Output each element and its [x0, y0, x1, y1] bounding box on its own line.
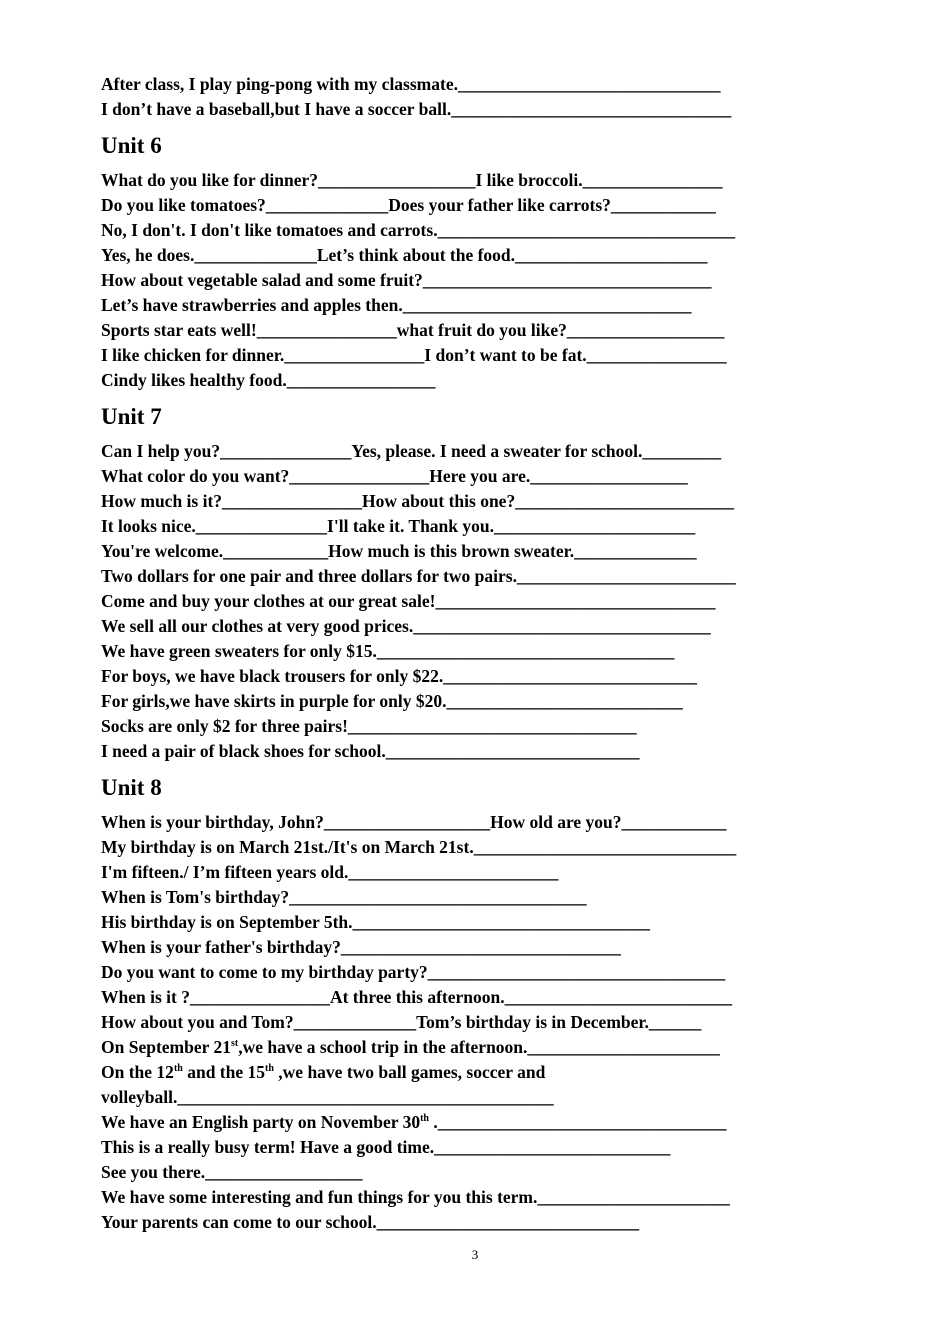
- line-text: On September 21: [101, 1037, 231, 1057]
- exercise-line: Can I help you?_______________Yes, please. I need a sweater for school._________: [101, 441, 722, 461]
- exercise-line: What color do you want?________________Here you are.__________________: [101, 466, 688, 486]
- worksheet-content: [101, 72, 821, 1235]
- exercise-line-september-21: [101, 1035, 821, 1060]
- exercise-line: I need a pair of black shoes for school._____________________________: [101, 741, 640, 761]
- exercise-line: When is your father's birthday?________________________________: [101, 937, 621, 957]
- exercise-line: See you there.__________________: [101, 1162, 363, 1182]
- exercise-line: You're welcome.____________How much is this brown sweater.______________: [101, 541, 697, 561]
- exercise-line: When is your birthday, John?___________________How old are you?____________: [101, 812, 727, 832]
- ordinal-suffix: st: [230, 1038, 239, 1050]
- exercise-line: After class, I play ping-pong with my classmate.______________________________: [101, 74, 721, 94]
- exercise-line: Socks are only $2 for three pairs!_________________________________: [101, 716, 637, 736]
- exercise-line: Yes, he does.______________Let’s think about the food.______________________: [101, 245, 708, 265]
- ordinal-suffix: th: [173, 1063, 183, 1075]
- line-text: ,we have two ball games, soccer and volleyball.___________________________________________: [101, 1062, 554, 1107]
- unit-6-heading: Unit 6: [101, 133, 162, 158]
- exercise-line: Do you like tomatoes?______________Does your father like carrots?____________: [101, 195, 716, 215]
- exercise-line: How about vegetable salad and some fruit?_________________________________: [101, 270, 712, 290]
- exercise-line: Let’s have strawberries and apples then._________________________________: [101, 295, 692, 315]
- exercise-line: Sports star eats well!________________what fruit do you like?__________________: [101, 320, 725, 340]
- line-text: ,we have a school trip in the afternoon.______________________: [238, 1037, 720, 1057]
- exercise-line: Your parents can come to our school.______________________________: [101, 1212, 640, 1232]
- ordinal-suffix: th: [265, 1063, 274, 1075]
- line-text: We have an English party on November 30: [101, 1112, 421, 1132]
- exercise-line: When is it ?________________At three this afternoon.__________________________: [101, 987, 733, 1007]
- exercise-line: I don’t have a baseball,but I have a soccer ball.________________________________: [101, 99, 732, 119]
- unit-8-heading: Unit 8: [101, 775, 162, 800]
- exercise-line: We have green sweaters for only $15.__________________________________: [101, 641, 675, 661]
- line-text: ._________________________________: [428, 1112, 727, 1132]
- exercise-line: I like chicken for dinner.________________I don’t want to be fat.________________: [101, 345, 727, 365]
- ordinal-suffix: th: [420, 1113, 429, 1125]
- exercise-line: It looks nice._______________I'll take it. Thank you._______________________: [101, 516, 696, 536]
- exercise-line: How much is it?________________How about this one?_________________________: [101, 491, 734, 511]
- exercise-line: Two dollars for one pair and three dollars for two pairs._________________________: [101, 566, 736, 586]
- exercise-line: Come and buy your clothes at our great sale!________________________________: [101, 591, 716, 611]
- exercise-line: When is Tom's birthday?__________________________________: [101, 887, 587, 907]
- exercise-line: Do you want to come to my birthday party?__________________________________: [101, 962, 726, 982]
- exercise-line: We sell all our clothes at very good prices.__________________________________: [101, 616, 711, 636]
- exercise-line: For girls,we have skirts in purple for only $20.___________________________: [101, 691, 683, 711]
- exercise-line: I'm fifteen./ I’m fifteen years old.________________________: [101, 862, 559, 882]
- line-text: On the 12: [101, 1062, 174, 1082]
- exercise-line: What do you like for dinner?__________________I like broccoli.________________: [101, 170, 723, 190]
- exercise-line: How about you and Tom?______________Tom’s birthday is in December.______: [101, 1012, 702, 1032]
- exercise-line-ball-games: [101, 1060, 821, 1110]
- exercise-line: We have some interesting and fun things for you this term.______________________: [101, 1187, 730, 1207]
- exercise-line-november-30: [101, 1110, 821, 1135]
- exercise-line: Cindy likes healthy food._________________: [101, 370, 436, 390]
- exercise-line: For boys, we have black trousers for only $22._____________________________: [101, 666, 697, 686]
- page-number: 3: [471, 1247, 479, 1262]
- exercise-line: No, I don't. I don't like tomatoes and carrots.__________________________________: [101, 220, 736, 240]
- exercise-line: His birthday is on September 5th.__________________________________: [101, 912, 651, 932]
- unit-7-heading: Unit 7: [101, 404, 162, 429]
- exercise-line: My birthday is on March 21st./It's on March 21st.______________________________: [101, 837, 737, 857]
- line-text: and the 15: [182, 1062, 266, 1082]
- exercise-line: This is a really busy term! Have a good time.___________________________: [101, 1137, 671, 1157]
